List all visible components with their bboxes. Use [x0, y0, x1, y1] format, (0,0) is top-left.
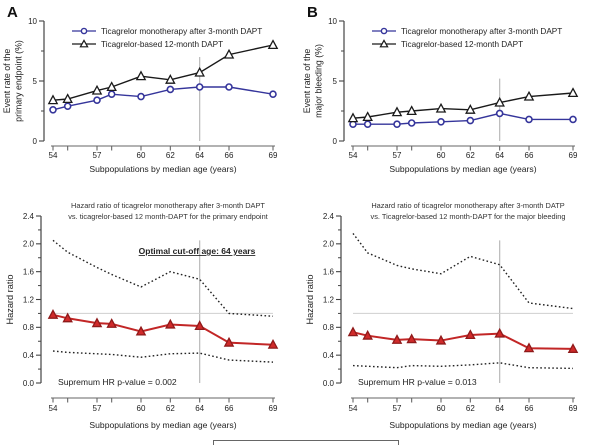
x-tick-label: 69	[568, 151, 578, 160]
event-bleeding-svg	[300, 0, 600, 196]
y-tick-label: 1.2	[322, 295, 334, 305]
x-tick-label: 62	[165, 151, 175, 160]
panel-b-event-rate-chart	[300, 0, 600, 201]
x-tick-label: 62	[165, 404, 175, 413]
legend-label: Ticagrelor monotherapy after 3-month DAPT	[401, 26, 563, 36]
x-axis-title: Subpopulations by median age (years)	[389, 420, 537, 430]
y-tick-label: 2.0	[322, 239, 334, 249]
x-tick-label: 57	[392, 151, 402, 160]
series-line-ticagrelor-12m-dapt	[353, 93, 573, 118]
x-tick-label: 54	[348, 151, 358, 160]
y-tick-label: 0	[332, 136, 337, 146]
marker-ticagrelor-monotherapy	[109, 91, 115, 97]
y-tick-label: 2.0	[22, 239, 34, 249]
legend-circle-icon	[81, 28, 86, 33]
y-tick-label: 5	[332, 76, 337, 86]
x-tick-label: 60	[436, 151, 446, 160]
x-tick-label: 69	[568, 404, 578, 413]
marker-ticagrelor-12m-dapt	[137, 72, 145, 80]
marker-ticagrelor-monotherapy	[394, 121, 400, 127]
marker-ticagrelor-12m-dapt	[195, 68, 203, 76]
x-tick-label: 62	[465, 404, 475, 413]
y-tick-label: 5	[32, 76, 37, 86]
y-tick-label: 10	[28, 16, 37, 26]
legend-circle-icon	[381, 28, 386, 33]
y-tick-label: 2.4	[322, 211, 334, 221]
x-axis-title: Subpopulations by median age (years)	[89, 420, 237, 430]
y-axis-title: Event rate of the	[302, 48, 312, 114]
optimal-cutoff-annotation: Optimal cut-off age: 64 years	[138, 246, 256, 256]
x-tick-label: 60	[136, 404, 146, 413]
x-tick-label: 69	[268, 404, 278, 413]
chart-title: vs. Ticagrelor-based 12 month-DAPT for the major bleeding	[370, 212, 566, 221]
x-tick-label: 64	[195, 404, 205, 413]
chart-title: vs. ticagrelor-based 12 month-DAPT for the primary endpoint	[68, 212, 268, 221]
y-axis-title: major bleeding (%)	[313, 44, 324, 118]
marker-ticagrelor-monotherapy	[226, 84, 232, 90]
x-tick-label: 64	[495, 404, 505, 413]
panel-a-event-rate-chart	[0, 0, 300, 201]
marker-ticagrelor-monotherapy	[167, 86, 173, 92]
series-line-lower-ci	[353, 363, 573, 369]
marker-ticagrelor-monotherapy	[570, 116, 576, 122]
marker-ticagrelor-monotherapy	[65, 103, 71, 109]
chart-title: Hazard ratio of ticagrelor monotherapy after 3-month DAPT	[71, 201, 265, 210]
x-tick-label: 64	[495, 151, 505, 160]
x-axis-title: Subpopulations by median age (years)	[89, 164, 237, 174]
marker-ticagrelor-monotherapy	[365, 121, 371, 127]
y-tick-label: 1.6	[322, 267, 334, 277]
y-axis-title: Event rate of the	[2, 48, 12, 114]
chart-title: Hazard ratio of ticagrelor monotherapy after 3-month DATP	[371, 201, 565, 210]
marker-ticagrelor-monotherapy	[138, 94, 144, 100]
x-tick-label: 69	[268, 151, 278, 160]
legend-label: Ticagrelor-based 12-month DAPT	[101, 39, 224, 49]
legend-label: Ticagrelor monotherapy after 3-month DAPT	[101, 26, 263, 36]
marker-ticagrelor-monotherapy	[50, 107, 56, 113]
x-tick-label: 54	[48, 151, 58, 160]
x-tick-label: 60	[136, 151, 146, 160]
y-tick-label: 2.4	[22, 211, 34, 221]
x-tick-label: 60	[436, 404, 446, 413]
y-axis-title: Hazard ratio	[305, 274, 315, 325]
hr-bleeding-svg	[300, 195, 600, 445]
series-line-hazard-ratio	[53, 315, 273, 345]
panel-a-label: A	[7, 4, 18, 21]
y-tick-label: 1.2	[22, 295, 34, 305]
marker-hazard-ratio	[349, 328, 357, 336]
x-tick-label: 57	[392, 404, 402, 413]
y-tick-label: 10	[328, 16, 337, 26]
marker-ticagrelor-12m-dapt	[569, 89, 577, 97]
x-tick-label: 54	[48, 404, 58, 413]
panel-a-hazard-ratio-chart	[0, 195, 300, 445]
marker-ticagrelor-monotherapy	[270, 91, 276, 97]
y-tick-label: 0.8	[22, 323, 34, 333]
marker-ticagrelor-monotherapy	[497, 110, 503, 116]
y-tick-label: 0	[32, 136, 37, 146]
event-primary-svg	[0, 0, 300, 196]
series-line-ticagrelor-monotherapy	[353, 113, 573, 124]
x-tick-label: 66	[224, 404, 234, 413]
x-tick-label: 66	[224, 151, 234, 160]
x-axis-title: Subpopulations by median age (years)	[389, 164, 537, 174]
series-line-upper-ci	[353, 233, 573, 308]
cropped-legend-box	[213, 440, 399, 445]
marker-ticagrelor-monotherapy	[526, 116, 532, 122]
x-tick-label: 57	[92, 151, 102, 160]
marker-ticagrelor-monotherapy	[467, 118, 473, 124]
y-tick-label: 0.0	[22, 378, 34, 388]
y-tick-label: 0.4	[322, 350, 334, 360]
p-value-text: Supremum HR p-value = 0.002	[58, 377, 177, 387]
x-tick-label: 66	[524, 404, 534, 413]
y-tick-label: 1.6	[22, 267, 34, 277]
y-axis-title: Hazard ratio	[5, 274, 15, 325]
hr-primary-svg	[0, 195, 300, 445]
panel-b-label: B	[307, 4, 318, 21]
y-axis-title: primary endpoint (%)	[13, 40, 24, 122]
x-tick-label: 57	[92, 404, 102, 413]
series-line-lower-ci	[53, 351, 273, 362]
marker-ticagrelor-monotherapy	[438, 119, 444, 125]
marker-ticagrelor-monotherapy	[197, 84, 203, 90]
marker-ticagrelor-12m-dapt	[269, 41, 277, 49]
x-tick-label: 66	[524, 151, 534, 160]
y-tick-label: 0.0	[322, 378, 334, 388]
series-line-hazard-ratio	[353, 332, 573, 349]
x-tick-label: 62	[465, 151, 475, 160]
marker-ticagrelor-monotherapy	[409, 120, 415, 126]
marker-ticagrelor-monotherapy	[94, 97, 100, 103]
p-value-text: Supremum HR p-value = 0.013	[358, 377, 477, 387]
series-line-ticagrelor-monotherapy	[53, 87, 273, 110]
legend-label: Ticagrelor-based 12-month DAPT	[401, 39, 524, 49]
y-tick-label: 0.4	[22, 350, 34, 360]
x-tick-label: 64	[195, 151, 205, 160]
x-tick-label: 54	[348, 404, 358, 413]
marker-hazard-ratio	[49, 310, 57, 318]
panel-b-hazard-ratio-chart	[300, 195, 600, 445]
y-tick-label: 0.8	[322, 323, 334, 333]
